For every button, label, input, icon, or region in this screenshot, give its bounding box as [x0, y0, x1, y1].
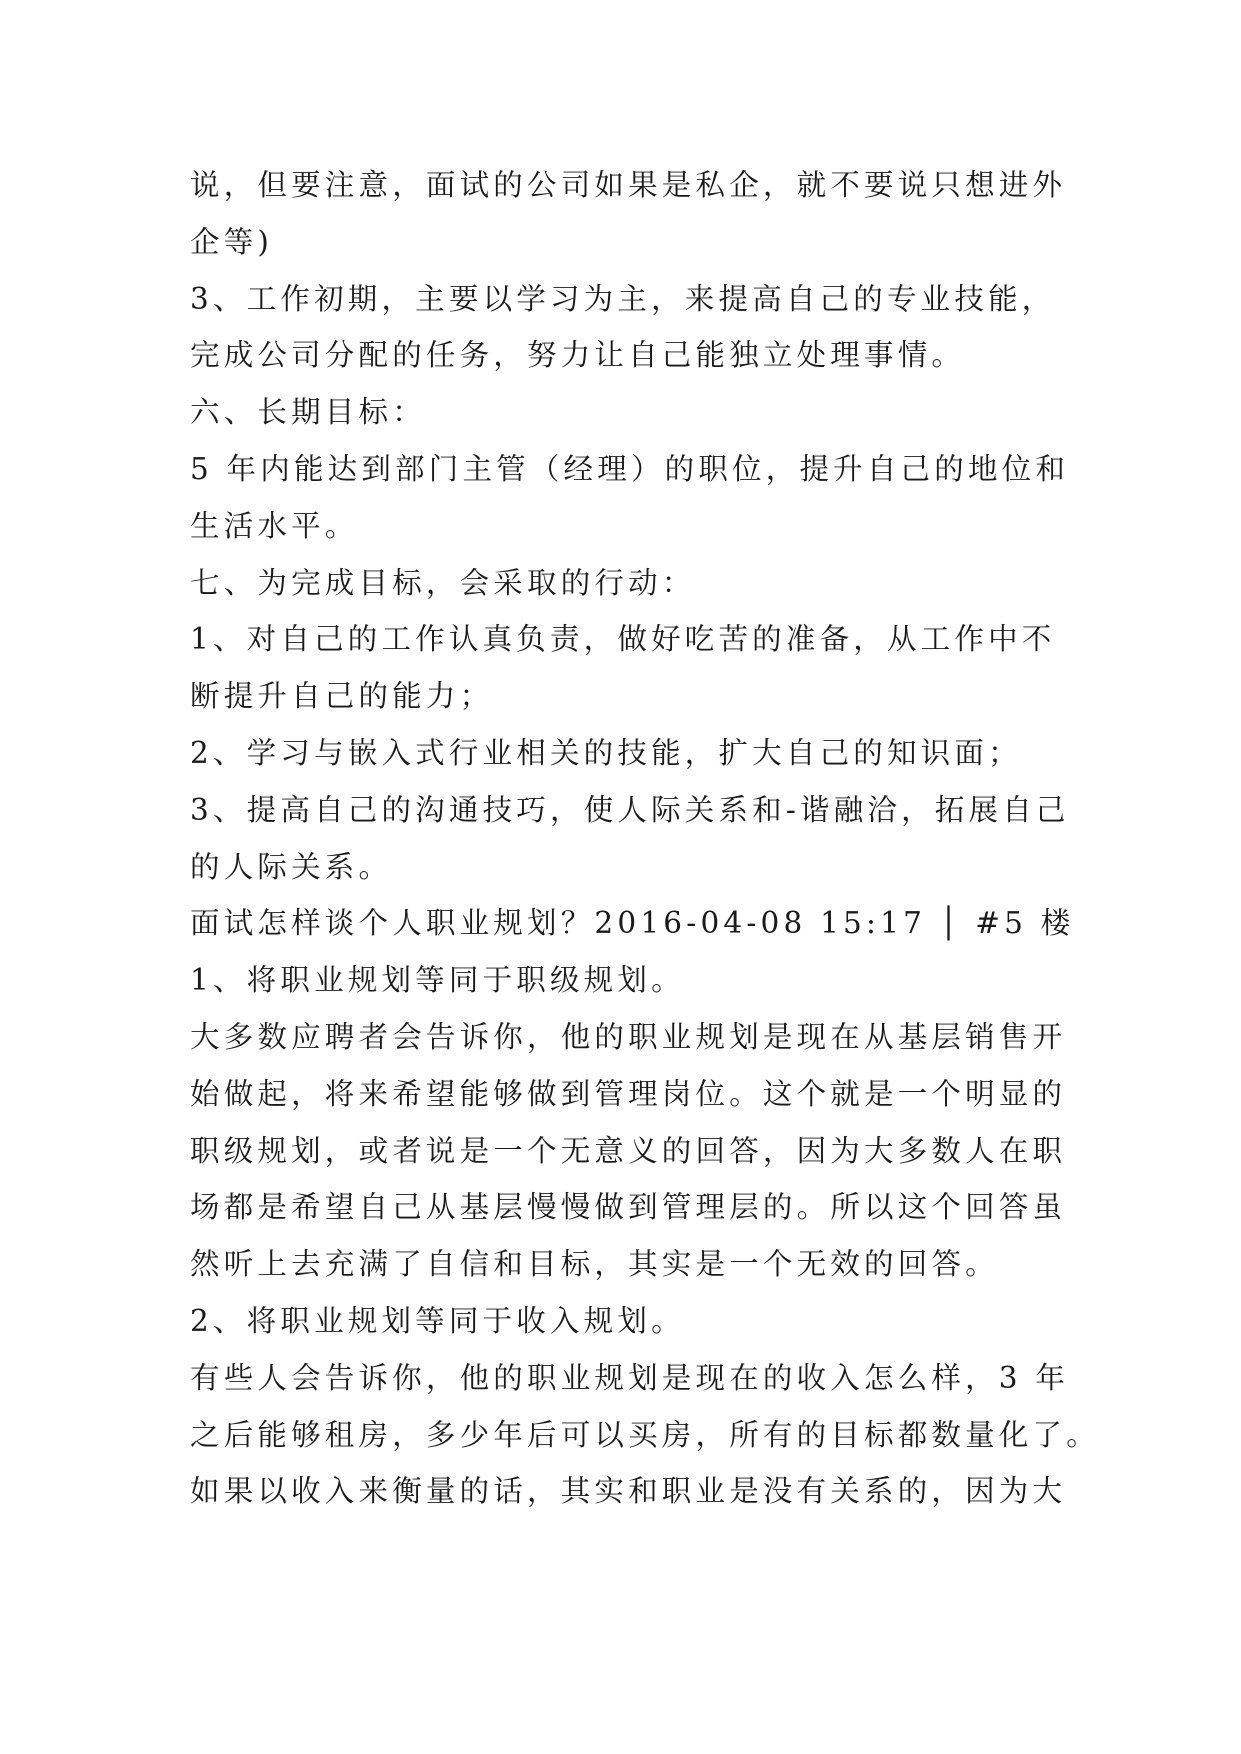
text-line: 企等) [190, 224, 274, 259]
section-heading: 七、为完成目标，会采取的行动： [190, 565, 696, 600]
text-line: 1、将职业规划等同于职级规划。 [190, 963, 685, 998]
text-line: 5 年内能达到部门主管（经理）的职位，提升自己的地位和 [190, 451, 1070, 486]
text-line: 有些人会告诉你，他的职业规划是现在的收入怎么样，3 年 [190, 1360, 1070, 1395]
section-heading: 六、长期目标： [190, 395, 426, 430]
text-line: 如果以收入来衡量的话，其实和职业是没有关系的，因为大 [190, 1474, 1067, 1509]
text-line: 然听上去充满了自信和目标，其实是一个无效的回答。 [190, 1247, 999, 1282]
text-line: 3、提高自己的沟通技巧，使人际关系和-谐融洽，拓展自己 [190, 792, 1070, 827]
text-line: 始做起，将来希望能够做到管理岗位。这个就是一个明显的 [190, 1076, 1067, 1111]
text-line: 3、工作初期，主要以学习为主，来提高自己的专业技能， [190, 281, 1056, 316]
text-line: 场都是希望自己从基层慢慢做到管理层的。所以这个回答虽 [190, 1190, 1067, 1225]
text-line: 说，但要注意，面试的公司如果是私企，就不要说只想进外 [190, 168, 1067, 202]
text-line: 断提升自己的能力； [190, 679, 494, 714]
text-line: 2、学习与嵌入式行业相关的技能，扩大自己的知识面； [190, 735, 1022, 770]
text-line: 之后能够租房，多少年后可以买房，所有的目标都数量化了。 [190, 1417, 1100, 1452]
document-body [190, 157, 1100, 1520]
text-line: 生活水平。 [190, 508, 359, 543]
text-line: 2、将职业规划等同于收入规划。 [190, 1303, 685, 1338]
text-line: 职级规划，或者说是一个无意义的回答，因为大多数人在职 [190, 1133, 1067, 1168]
text-line: 1、对自己的工作认真负责，做好吃苦的准备，从工作中不 [190, 622, 1056, 657]
text-line: 完成公司分配的任务，努力让自己能独立处理事情。 [190, 338, 966, 373]
text-line: 的人际关系。 [190, 849, 393, 884]
text-line: 大多数应聘者会告诉你，他的职业规划是现在从基层销售开 [190, 1019, 1067, 1054]
post-header: 面试怎样谈个人职业规划？2016-04-08 15:17 │ #5 楼 [190, 906, 1075, 941]
